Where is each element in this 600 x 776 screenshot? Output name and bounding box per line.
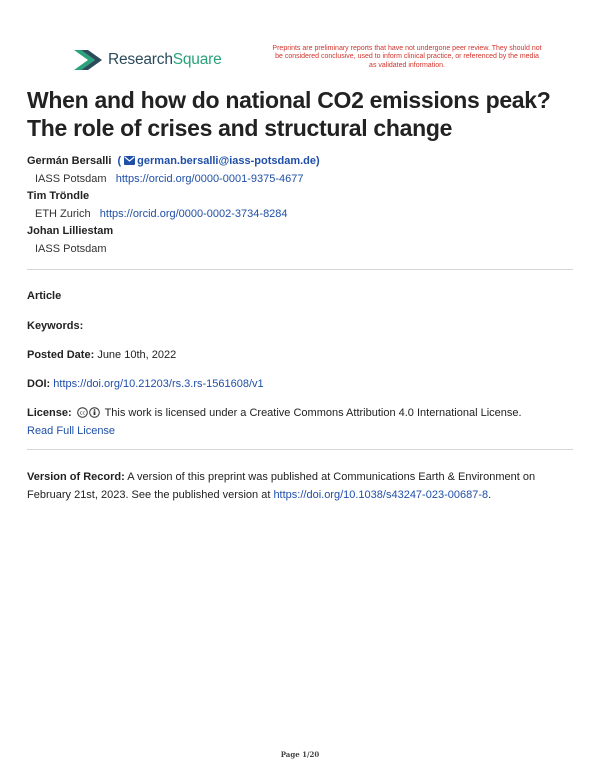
creative-commons-icon: [77, 407, 101, 418]
brand-name: ResearchSquare: [108, 51, 222, 68]
affiliation-row: [27, 241, 577, 259]
posted-date: Posted Date: June 10th, 2022: [27, 349, 177, 361]
research-square-logo[interactable]: [74, 48, 222, 72]
affiliation-row: [27, 206, 577, 224]
author-affiliation: ETH Zurich: [35, 207, 91, 220]
author-affiliation: IASS Potsdam: [35, 172, 107, 185]
author-name: Tim Tröndle: [27, 190, 90, 202]
keywords: Keywords:: [27, 320, 84, 332]
divider: [27, 269, 573, 270]
paper-title: When and how do national CO2 emissions peak? The role of crises and structural change: [27, 87, 551, 141]
author-list: [27, 153, 577, 258]
license: License: cc This work is licensed under a Creative Commons Attribution 4.0 International License.: [27, 407, 522, 419]
doi: DOI: https://doi.org/10.21203/rs.3.rs-1561608/v1: [27, 378, 264, 390]
divider: [27, 449, 573, 450]
version-of-record: Version of Record: A version of this preprint was published at Communications Earth & Environment on February 21st, 2023. See the published version at https://doi.org/10.1038/s43247-023-00687-8.: [27, 471, 536, 501]
page-number: Page 1/20: [280, 750, 320, 759]
affiliation-row: [27, 171, 577, 189]
doi-link[interactable]: https://doi.org/10.21203/rs.3.rs-1561608/v1: [53, 378, 264, 390]
author-row: [27, 188, 577, 206]
author-row: [27, 223, 577, 241]
orcid-link[interactable]: https://orcid.org/0000-0002-3734-8284: [99, 207, 288, 220]
published-version-link[interactable]: https://doi.org/10.1038/s43247-023-00687-8: [273, 489, 489, 501]
author-affiliation: IASS Potsdam: [35, 242, 107, 255]
mail-icon: [124, 156, 135, 165]
preprint-notice: Preprints are preliminary reports that have not undergone peer review. They should not be considered conclusive, used to inform clinical practice, or referenced by the media as validated information.: [272, 45, 542, 69]
article-type: Article: [27, 290, 62, 302]
author-name: Germán Bersalli: [27, 155, 112, 167]
orcid-link[interactable]: https://orcid.org/0000-0001-9375-4677: [115, 172, 304, 185]
svg-text:cc: cc: [79, 410, 85, 417]
research-square-logo-icon: [74, 48, 102, 72]
read-full-license-link[interactable]: Read Full License: [27, 425, 116, 437]
read-full-license: [27, 425, 115, 437]
author-row: [27, 153, 577, 171]
author-name: Johan Lilliestam: [27, 225, 114, 237]
author-email[interactable]: ( german.bersalli@iass-potsdam.de): [114, 155, 320, 167]
